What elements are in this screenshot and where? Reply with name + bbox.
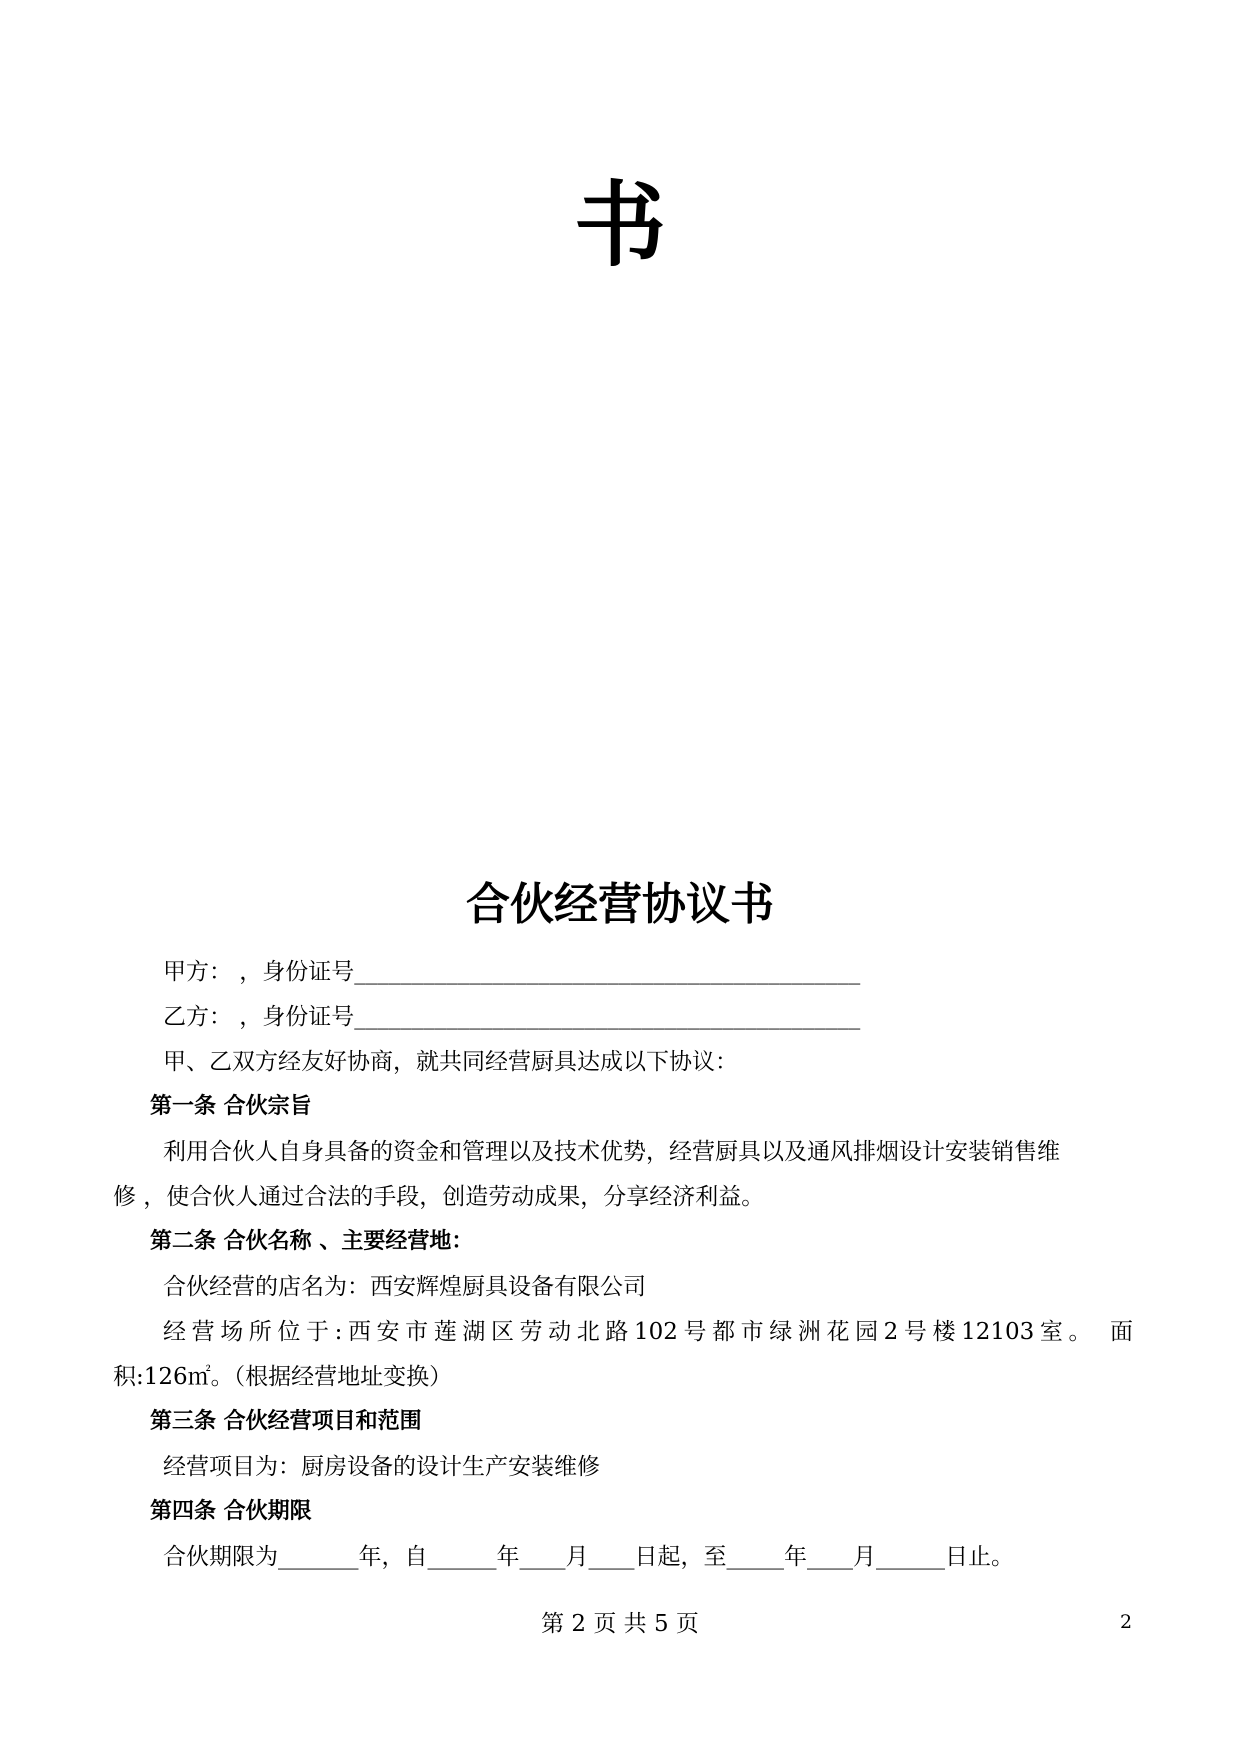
article-1-heading: 第一条 合伙宗旨 <box>150 1094 312 1119</box>
party-a-line: 甲方： ，身份证号____________________________________________ <box>163 959 861 985</box>
article-2-shop-name: 合伙经营的店名为：西安辉煌厨具设备有限公司 <box>163 1274 646 1300</box>
article-3-paragraph: 经营项目为：厨房设备的设计生产安装维修 <box>163 1454 600 1480</box>
article-2-address-line-2: 积:126㎡。（根据经营地址变换） <box>113 1364 453 1390</box>
article-4-heading: 第四条 合伙期限 <box>150 1499 312 1524</box>
article-1-paragraph-line-1: 利用合伙人自身具备的资金和管理以及技术优势，经营厨具以及通风排烟设计安装销售维 <box>163 1139 1060 1165</box>
article-3-heading: 第三条 合伙经营项目和范围 <box>150 1409 422 1434</box>
article-2-address-line-1: 经营场所位于:西安市莲湖区劳动北路102号都市绿洲花园2号楼12103室。 面 <box>163 1319 1133 1345</box>
article-1-paragraph-line-2: 修 ，使合伙人通过合法的手段，创造劳动成果，分享经济利益。 <box>113 1184 765 1210</box>
intro-paragraph: 甲、乙双方经友好协商，就共同经营厨具达成以下协议： <box>163 1049 738 1075</box>
party-b-line: 乙方： ，身份证号____________________________________________ <box>163 1004 861 1030</box>
large-title-character: 书 <box>573 172 666 279</box>
page-number: 2 <box>1120 1611 1133 1633</box>
article-2-heading: 第二条 合伙名称 、主要经营地： <box>150 1229 474 1254</box>
page-footer: 第 2 页 共 5 页 <box>541 1611 699 1637</box>
article-4-paragraph: 合伙期限为_______年，自______年____月____日起，至_____年____月______日止。 <box>163 1544 1014 1570</box>
document-title: 合伙经营协议书 <box>466 879 774 930</box>
